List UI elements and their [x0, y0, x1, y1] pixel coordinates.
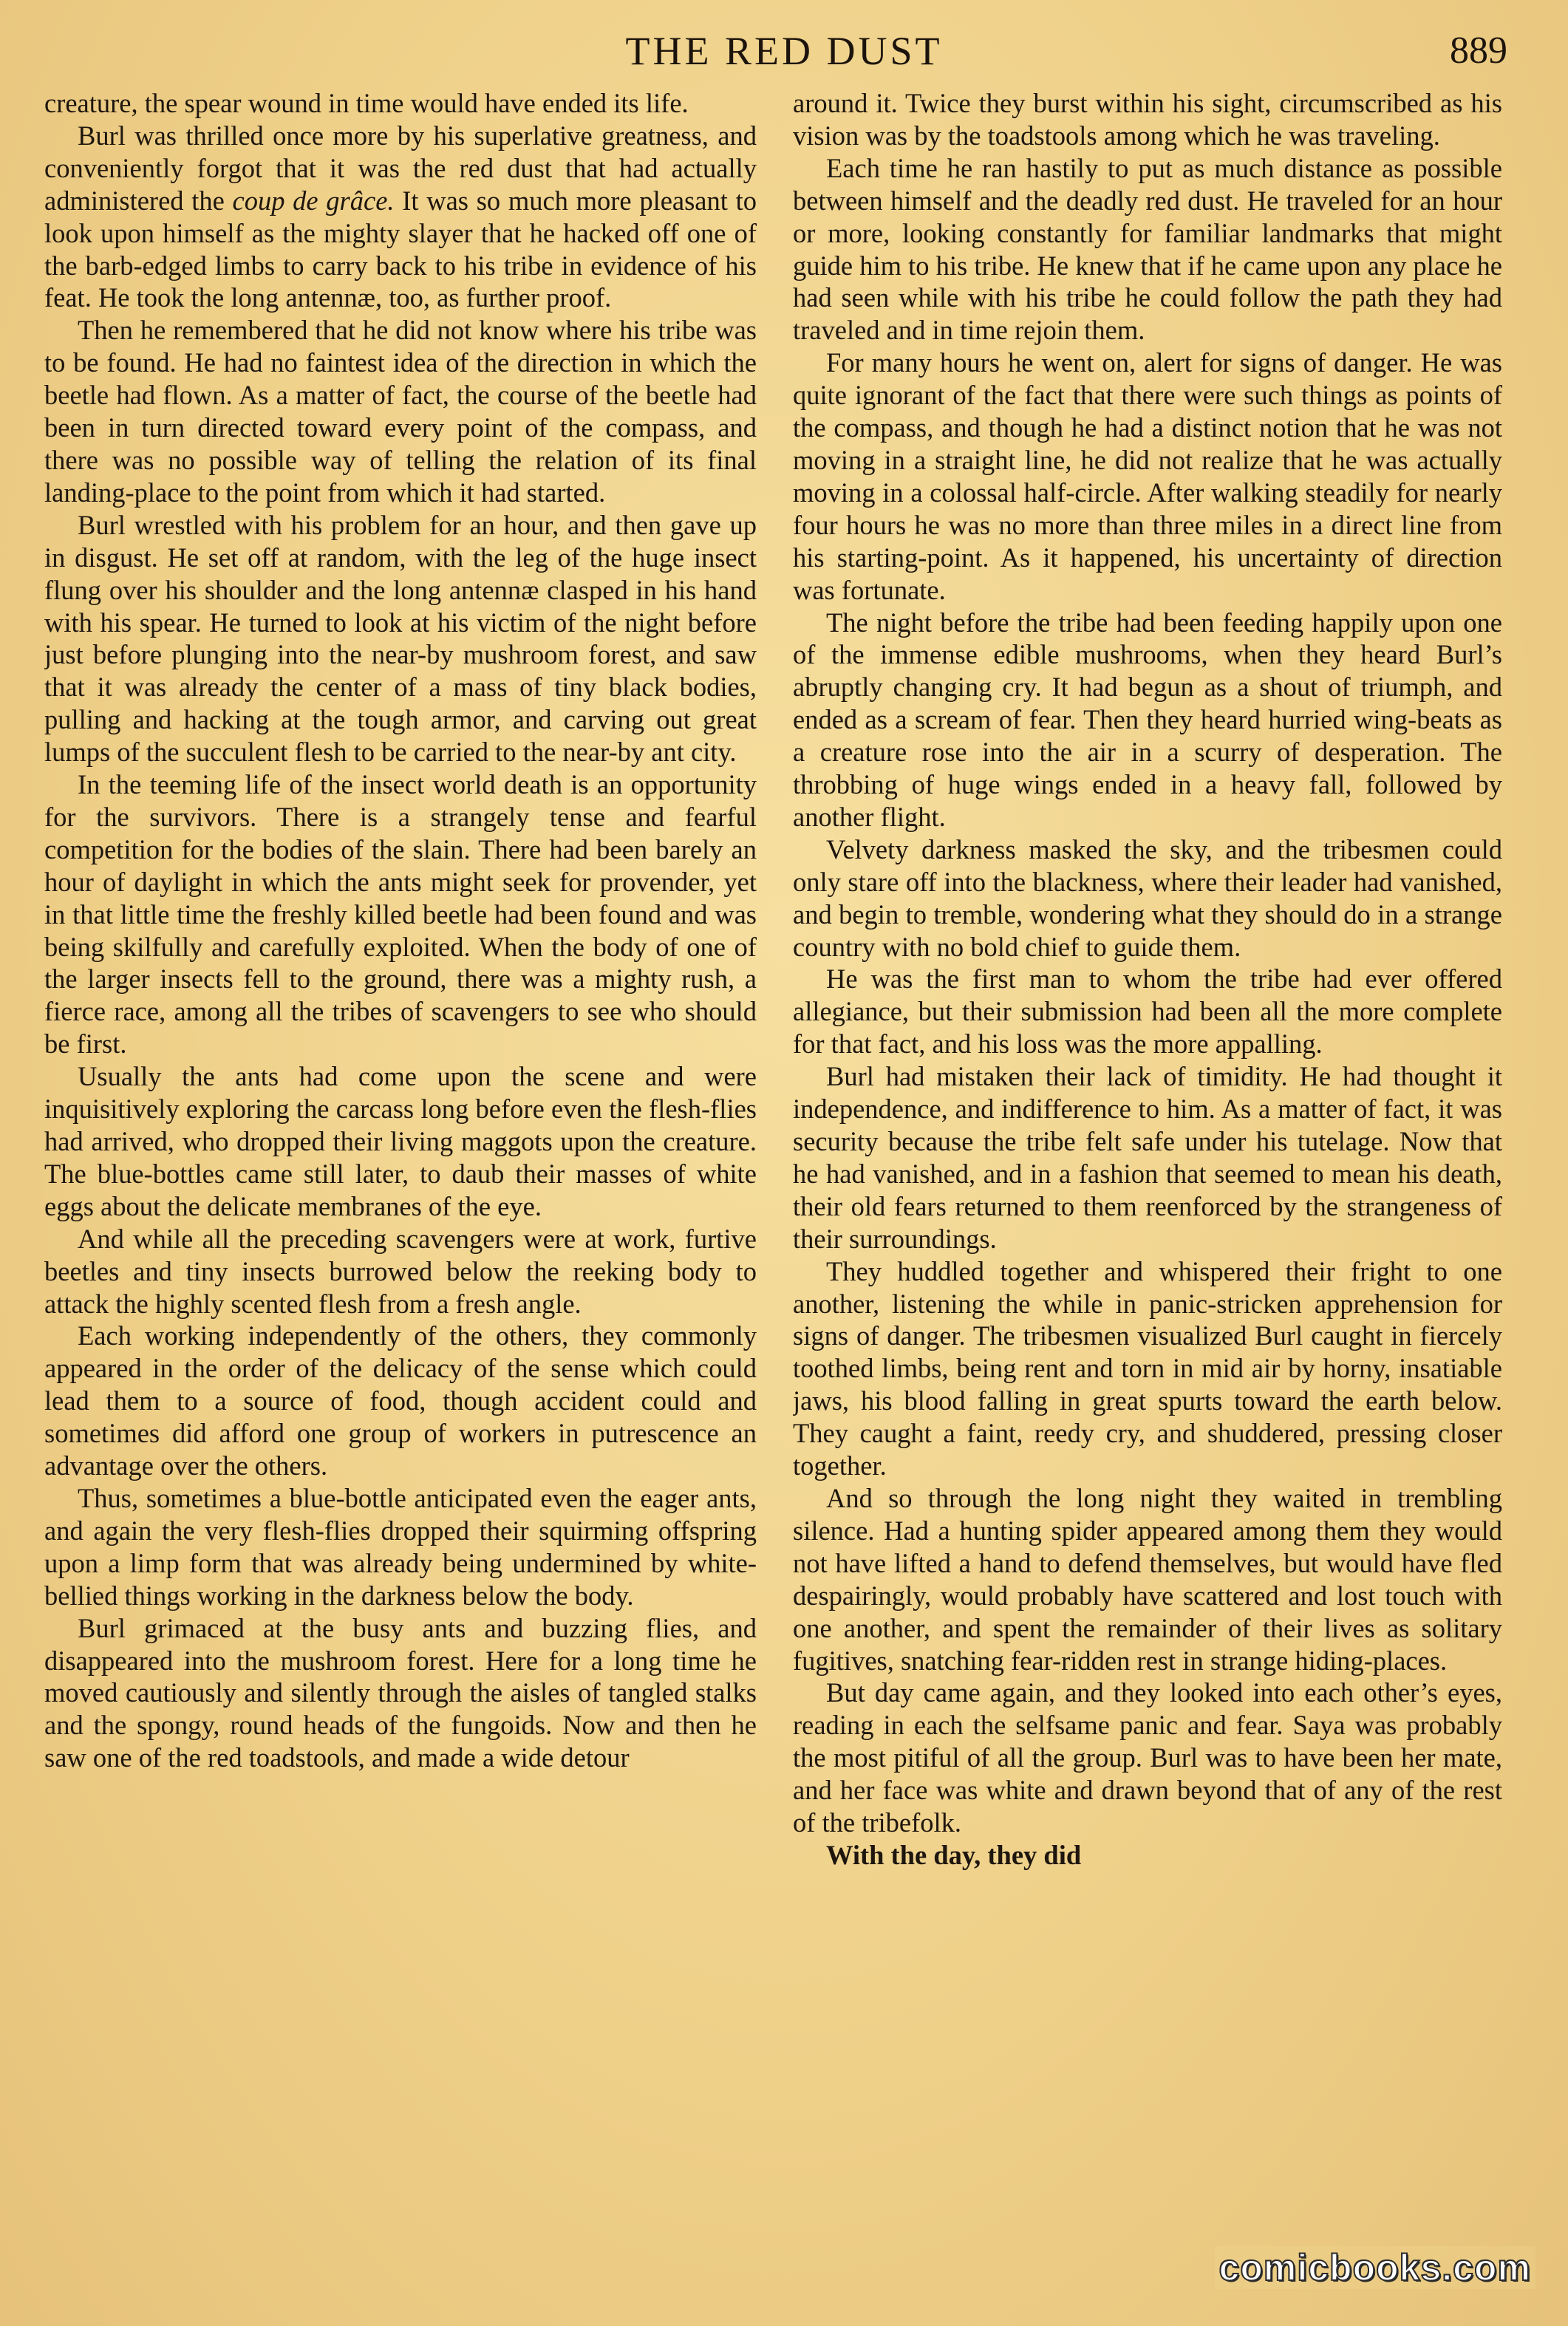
paragraph: Burl wrestled with his problem for an hour, and then gave up in disgust. He set off at random, with the leg of the huge insect flung over his shoulder and the long antennæ clasped in his hand with his spear. He turned to look at his victim of the night before just before plunging into the near-by mushroom forest, and saw that it was already the center of a mass of tiny black bodies, pulling and hacking at the tough armor, and carving out great lumps of the succulent flesh to be carried to the near-by ant city. — [44, 509, 757, 768]
paragraph: They huddled together and whispered their fright to one another, listening the while in panic-stricken apprehension for signs of danger. The tribesmen visualized Burl caught in fiercely toothed limbs, being rent and torn in mid air by horny, insatiable jaws, his blood falling in great spurts toward the earth below. They caught a faint, reedy cry, and shuddered, pressing closer together. — [793, 1255, 1502, 1481]
running-title: THE RED DUST — [625, 29, 943, 73]
paragraph — [44, 120, 757, 314]
paragraph: With the day, they did — [826, 1839, 1082, 1870]
paragraph: In the teeming life of the insect world death is an opportunity for the survivors. There is a strangely tense and fearful competition for the bodies of the slain. There had been barely an hour of daylight in which the ants might seek for provender, yet in that little time the freshly killed beetle had been found and was being skilfully and carefully exploited. When the body of one of the larger insects fell to the ground, there was a mighty rush, a fierce race, among all the tribes of scavengers to see who should be first. — [44, 769, 757, 1060]
paragraph: Thus, sometimes a blue-bottle anticipated even the eager ants, and again the very flesh-flies dropped their squirming offspring upon a limp form that was already being undermined by white-bellied things working in the darkness below the body. — [44, 1482, 757, 1611]
paragraph: creature, the spear wound in time would have ended its life. — [44, 88, 689, 118]
paragraph: Burl grimaced at the busy ants and buzzing flies, and disappeared into the mushroom forest. Here for a long time he moved cautiously and silently through the aisles of tangled stalks and the spongy, round heads of the fungoids. Now and then he saw one of the red toadstools, and made a wide detour — [44, 1612, 757, 1773]
paragraph: Each working independently of the others, they commonly appeared in the order of the delicacy of the sense which could lead them to a source of food, though accident could and sometimes did afford one group of workers in putrescence an advantage over the others. — [44, 1320, 757, 1481]
paragraph: Usually the ants had come upon the scene and were inquisitively exploring the carcass long before even the flesh-flies had arrived, who dropped their living maggots upon the creature. The blue-bottles came still later, to daub their masses of white eggs about the delicate membranes of the eye. — [44, 1061, 757, 1221]
watermark: comicbooks.com — [1215, 2246, 1535, 2289]
paragraph: The night before the tribe had been feeding happily upon one of the immense edible mushrooms, when they heard Burl’s abruptly changing cry. It had begun as a shout of triumph, and ended as a scream of fear. Then they heard hurried wing-beats as a creature rose into the air in a scurry of desperation. The throbbing of huge wings ended in a heavy fall, followed by another flight. — [793, 607, 1502, 832]
paragraph: For many hours he went on, alert for signs of danger. He was quite ignorant of the fact that there were such things as points of the compass, and though he had a distinct notion that he was not moving in a straight line, he did not realize that he was actually moving in a colossal half-circle. After walking steadily for nearly four hours he was no more than three miles in a direct line from his starting-point. As it happened, his uncertainty of direction was fortunate. — [793, 347, 1502, 605]
paragraph: And while all the preceding scavengers were at work, furtive beetles and tiny insects burrowed below the reeking body to attack the highly scented flesh from a fresh angle. — [44, 1223, 757, 1319]
paragraph: Burl had mistaken their lack of timidity. He had thought it independence, and indifference to him. As a matter of fact, it was security because the tribe felt safe under his tutelage. Now that he had vanished, and in a fashion that seemed to mean his death, their old fears returned to them reenforced by the strangeness of their surroundings. — [793, 1061, 1502, 1254]
page-number: 889 — [1450, 30, 1507, 72]
paragraph-text: Burl was thrilled once more by his superlative greatness, and conveniently forgot that it was the red dust that had actually administered the — [44, 120, 757, 216]
paragraph-text: It was so much more pleasant to look upon himself as the mighty slayer that he hacked off one of the barb-edged limbs to carry back to his tribe in evidence of his feat. He took the long antennæ, too, as further proof. — [44, 185, 757, 313]
left-column — [44, 87, 757, 2296]
paragraph: But day came again, and they looked into each other’s eyes, reading in each the selfsame panic and fear. Saya was probably the most pitiful of all the group. Burl was to have been her mate, and her face was white and drawn beyond that of any of the rest of the tribefolk. — [793, 1677, 1502, 1838]
paragraph: Each time he ran hastily to put as much distance as possible between himself and the deadly red dust. He traveled for an hour or more, looking constantly for familiar landmarks that might guide him to his tribe. He knew that if he came upon any place he had seen while with his tribe he could follow the path they had traveled and in time rejoin them. — [793, 152, 1502, 346]
running-header — [0, 25, 1568, 77]
paragraph: Then he remembered that he did not know where his tribe was to be found. He had no faintest idea of the direction in which the beetle had flown. As a matter of fact, the course of the beetle had been in turn directed toward every point of the compass, and there was no possible way of telling the relation of its final landing-place to the point from which it had started. — [44, 315, 757, 508]
paragraph: around it. Twice they burst within his sight, circumscribed as his vision was by the toadstools among which he was traveling. — [793, 88, 1502, 151]
right-column — [793, 87, 1502, 2296]
paragraph: He was the first man to whom the tribe had ever offered allegiance, but their submission had been all the more complete for that fact, and his loss was the more appalling. — [793, 964, 1502, 1060]
paragraph: Velvety darkness masked the sky, and the tribesmen could only stare off into the blackness, where their leader had vanished, and begin to tremble, wondering what they should do in a strange country with no bold chief to guide them. — [793, 833, 1502, 962]
paragraph: And so through the long night they waited in trembling silence. Had a hunting spider appeared among them they would not have lifted a hand to defend themselves, but would have fled despairingly, would probably have scattered and lost touch with one another, and spent the remainder of their lives as solitary fugitives, snatching fear-ridden rest in strange hiding-places. — [793, 1482, 1502, 1676]
italic-phrase: coup de grâce. — [232, 185, 395, 216]
